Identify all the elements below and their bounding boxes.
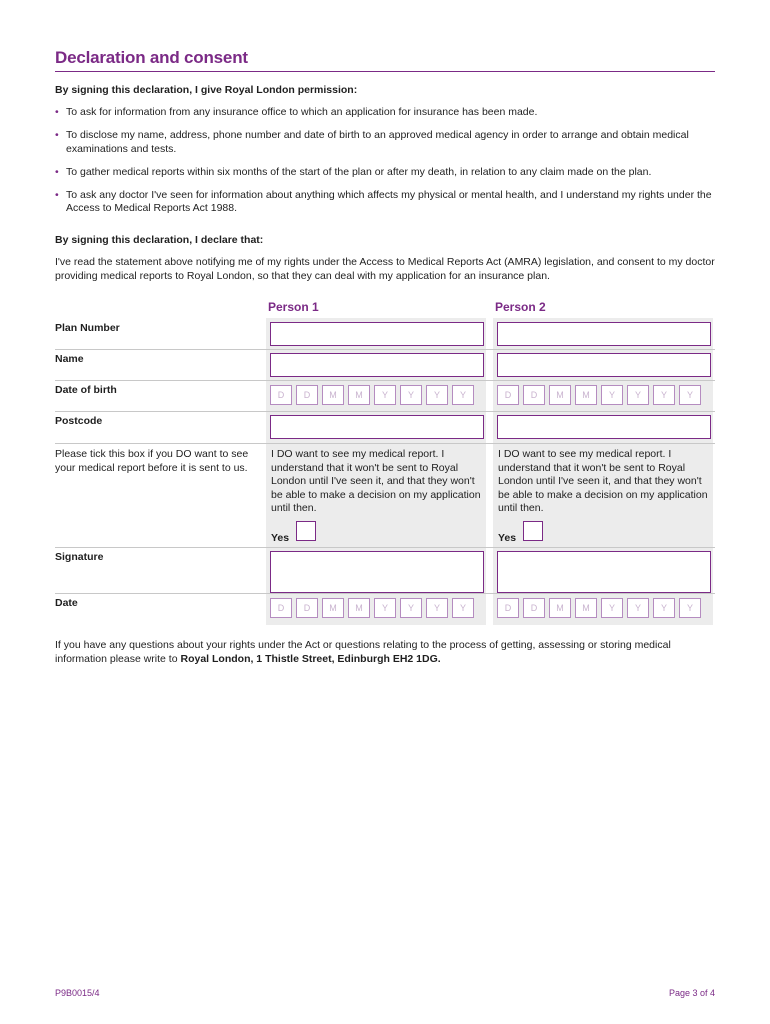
date-digit[interactable]: D bbox=[270, 598, 292, 618]
date-digit[interactable]: D bbox=[523, 598, 545, 618]
person-2-name-input[interactable] bbox=[497, 353, 711, 377]
dob-digit[interactable]: Y bbox=[627, 385, 649, 405]
dob-digit[interactable]: Y bbox=[601, 385, 623, 405]
dob-digit[interactable]: Y bbox=[679, 385, 701, 405]
dob-digit[interactable]: M bbox=[322, 385, 344, 405]
person-1-name-input[interactable] bbox=[270, 353, 484, 377]
tick-prompt-label: Please tick this box if you DO want to see your medical report before it is sent to us. bbox=[55, 448, 249, 474]
bullet-icon: • bbox=[55, 129, 59, 141]
bullet-icon: • bbox=[55, 188, 59, 201]
date-digit[interactable]: Y bbox=[679, 598, 701, 618]
declare-heading: By signing this declaration, I declare that: bbox=[55, 234, 264, 246]
dob-digit[interactable]: Y bbox=[653, 385, 675, 405]
date-digit[interactable]: Y bbox=[627, 598, 649, 618]
permission-list bbox=[55, 106, 723, 225]
person-2-tick-checkbox[interactable] bbox=[523, 521, 543, 541]
name-label: Name bbox=[55, 353, 84, 365]
contact-address: Royal London, 1 Thistle Street, Edinburgh EH2 1DG. bbox=[180, 652, 441, 665]
plan-number-label: Plan Number bbox=[55, 322, 120, 334]
person-2-plan-number-input[interactable] bbox=[497, 322, 711, 346]
person-1-date-input[interactable] bbox=[270, 598, 474, 618]
permission-heading: By signing this declaration, I give Royal London permission: bbox=[55, 84, 358, 96]
dob-digit[interactable]: Y bbox=[452, 385, 474, 405]
document-code: P9B0015/4 bbox=[55, 988, 100, 998]
dob-digit[interactable]: Y bbox=[374, 385, 396, 405]
row-divider bbox=[55, 547, 715, 548]
person-1-postcode-input[interactable] bbox=[270, 415, 484, 439]
list-item: • To ask any doctor I've seen for information about anything which affects my physical or mental health, and I understand my rights under the Access to Medical Reports Act 1988. bbox=[55, 188, 712, 214]
person-2-signature-field[interactable] bbox=[497, 551, 711, 593]
dob-digit[interactable]: D bbox=[523, 385, 545, 405]
dob-digit[interactable]: D bbox=[296, 385, 318, 405]
person-2-dob-input[interactable] bbox=[497, 385, 701, 405]
bullet-icon: • bbox=[55, 165, 59, 178]
person-2-optin-text: I DO want to see my medical report. I understand that it won't be sent to Royal London until I've seen it, and that they won't be able to make a decision on my application until then. bbox=[498, 448, 708, 514]
list-item: • To ask for information from any insurance office to which an application for insurance has been made. bbox=[55, 106, 538, 118]
person-2-heading: Person 2 bbox=[495, 300, 546, 314]
dob-label: Date of birth bbox=[55, 384, 117, 396]
date-digit[interactable]: D bbox=[296, 598, 318, 618]
person-1-optin-text: I DO want to see my medical report. I understand that it won't be sent to Royal London until I've seen it, and that they won't be able to make a decision on my application until then. bbox=[271, 448, 481, 514]
date-digit[interactable]: Y bbox=[653, 598, 675, 618]
row-divider bbox=[55, 349, 715, 350]
dob-digit[interactable]: M bbox=[575, 385, 597, 405]
row-divider bbox=[55, 380, 715, 381]
contact-paragraph bbox=[55, 639, 723, 666]
date-digit[interactable]: Y bbox=[601, 598, 623, 618]
date-digit[interactable]: Y bbox=[426, 598, 448, 618]
date-digit[interactable]: M bbox=[348, 598, 370, 618]
date-digit[interactable]: Y bbox=[452, 598, 474, 618]
person-1-tick-checkbox[interactable] bbox=[296, 521, 316, 541]
dob-digit[interactable]: D bbox=[497, 385, 519, 405]
page-title: Declaration and consent bbox=[55, 48, 248, 67]
dob-digit[interactable]: M bbox=[549, 385, 571, 405]
person-2-yes-label: Yes bbox=[498, 532, 517, 544]
row-divider bbox=[55, 443, 715, 444]
person-1-yes-label: Yes bbox=[271, 532, 290, 544]
row-divider bbox=[55, 593, 715, 594]
person-2-postcode-input[interactable] bbox=[497, 415, 711, 439]
person-1-signature-field[interactable] bbox=[270, 551, 484, 593]
contact-text: If you have any questions about your rights under the Act or questions relating to the process of getting, assessing or storing medical information please write to bbox=[55, 639, 671, 665]
dob-digit[interactable]: Y bbox=[426, 385, 448, 405]
person-1-heading: Person 1 bbox=[268, 300, 319, 314]
list-item: • To disclose my name, address, phone number and date of birth to an approved medical agency in order to arrange and obtain medical examinations and tests. bbox=[55, 129, 689, 155]
date-digit[interactable]: Y bbox=[374, 598, 396, 618]
row-divider bbox=[55, 411, 715, 412]
date-digit[interactable]: D bbox=[497, 598, 519, 618]
postcode-label: Postcode bbox=[55, 415, 103, 427]
date-digit[interactable]: Y bbox=[400, 598, 422, 618]
dob-digit[interactable]: Y bbox=[400, 385, 422, 405]
person-2-date-input[interactable] bbox=[497, 598, 701, 618]
declare-text: I've read the statement above notifying me of my rights under the Access to Medical Reports Act (AMRA) legislation, and consent to my doctor providing medical reports to Royal London, so that they can deal with my application for an insurance plan. bbox=[55, 256, 715, 282]
title-divider bbox=[55, 71, 715, 72]
date-digit[interactable]: M bbox=[549, 598, 571, 618]
date-digit[interactable]: M bbox=[322, 598, 344, 618]
signature-label: Signature bbox=[55, 551, 104, 563]
person-1-plan-number-input[interactable] bbox=[270, 322, 484, 346]
date-digit[interactable]: M bbox=[575, 598, 597, 618]
page-number: Page 3 of 4 bbox=[668, 988, 715, 998]
dob-digit[interactable]: D bbox=[270, 385, 292, 405]
person-1-dob-input[interactable] bbox=[270, 385, 474, 405]
list-item: • To gather medical reports within six months of the start of the plan or after my death, in relation to any claim made on the plan. bbox=[55, 165, 652, 178]
bullet-icon: • bbox=[55, 106, 59, 118]
dob-digit[interactable]: M bbox=[348, 385, 370, 405]
date-label: Date bbox=[55, 597, 78, 609]
